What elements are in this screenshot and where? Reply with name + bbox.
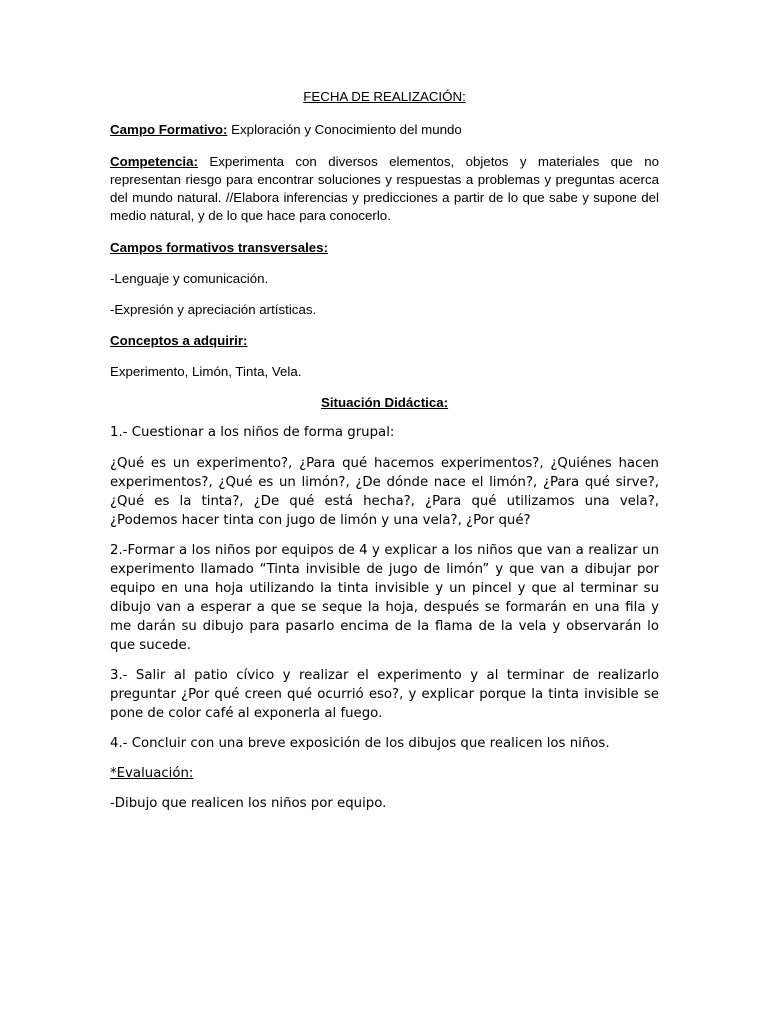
campo-formativo-value: Exploración y Conocimiento del mundo [227, 122, 462, 137]
step-2: 2.-Formar a los niños por equipos de 4 y explicar a los niños que van a realizar un experimento llamado “Tinta invisible de jugo de limón” y que van a dibujar por equipo en una hoja utilizando la tinta invisible y un pincel y que al terminar su dibujo van a esperar a que se seque la hoja, después se formarán en una fila y me darán su dibujo para pasarlo encima de la flama de la vela y observarán lo que sucede. [110, 543, 659, 653]
transversal-item: -Lenguaje y comunicación. [110, 271, 269, 286]
transversal-item: -Expresión y apreciación artísticas. [110, 302, 317, 317]
transversales-heading: Campos formativos transversales: [110, 240, 329, 255]
step-4: 4.- Concluir con una breve exposición de los dibujos que realicen los niños. [110, 736, 610, 751]
campo-formativo [110, 121, 659, 139]
competencia-value: Experimenta con diversos elementos, objetos y materiales que no representan riesgo para encontrar soluciones y respuestas a problemas y preguntas acerca del mundo natural. //Elabora inferencias y predicciones a partir de lo que sabe y supone del medio natural, y de lo que hace para conocerlo. [110, 154, 659, 223]
evaluacion-heading: *Evaluación: [110, 766, 194, 781]
situacion-heading: Situación Didáctica: [320, 395, 449, 410]
campo-formativo-label: Campo Formativo: [110, 122, 228, 137]
step-3: 3.- Salir al patio cívico y realizar el experimento y al terminar de realizarlo preguntar ¿Por qué creen qué ocurrió eso?, y explicar porque la tinta invisible se pone de color café al exponerla al fuego. [110, 668, 659, 721]
page-title: FECHA DE REALIZACIÓN: [303, 89, 466, 104]
questions-paragraph: ¿Qué es un experimento?, ¿Para qué hacemos experimentos?, ¿Quiénes hacen experimentos?, ¿Qué es un limón?, ¿De dónde nace el limón?, ¿Para qué sirve?, ¿Qué es la tinta?, ¿De qué está hecha?, ¿Para qué utilizamos una vela?, ¿Podemos hacer tinta con jugo de limón y una vela?, ¿Por qué? [110, 456, 659, 528]
conceptos-heading: Conceptos a adquirir: [110, 333, 248, 348]
competencia [110, 153, 659, 225]
competencia-label: Competencia: [110, 154, 198, 169]
evaluacion-text: -Dibujo que realicen los niños por equipo. [110, 796, 387, 811]
document-page [110, 88, 659, 813]
conceptos-text: Experimento, Limón, Tinta, Vela. [110, 364, 302, 379]
step-1: 1.- Cuestionar a los niños de forma grupal: [110, 425, 395, 440]
